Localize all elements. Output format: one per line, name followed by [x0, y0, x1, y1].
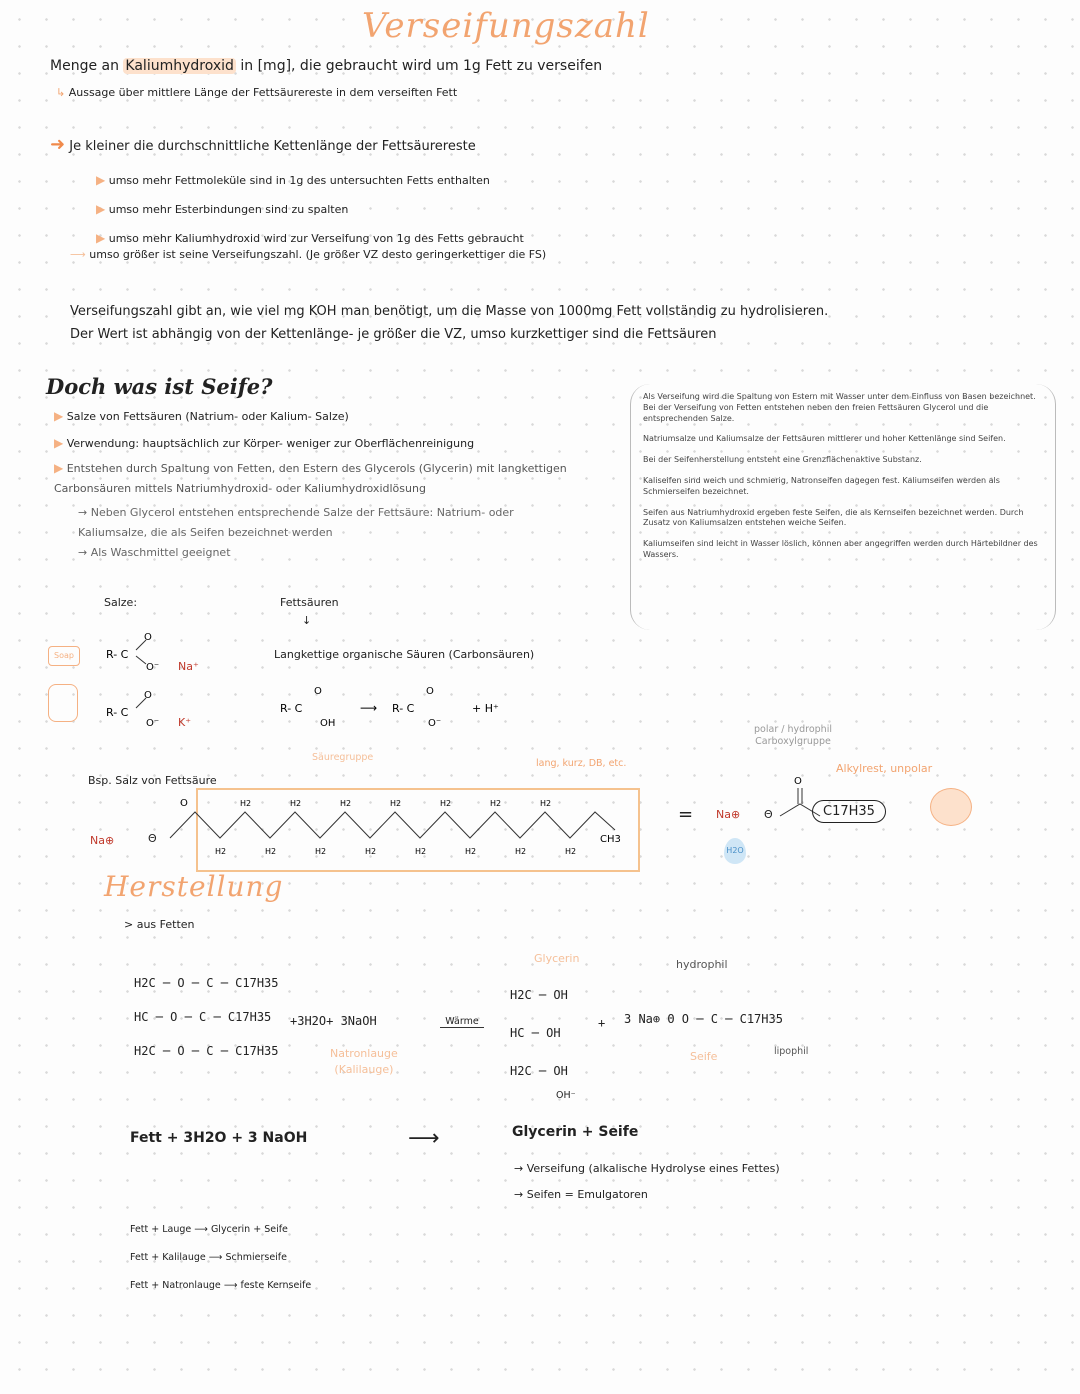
salt-bond: [136, 656, 146, 664]
fattyacid-structures: [276, 680, 536, 740]
herstellung-sub: > aus Fetten: [124, 918, 195, 931]
soap-type-left: Fett + Lauge: [130, 1224, 192, 1235]
soap-sub-2: → Als Waschmittel geeignet: [78, 546, 231, 559]
equation-arrow-icon: ⟶: [408, 1126, 440, 1151]
example-na-2: Na⊕: [716, 808, 741, 821]
salt-r-1: R- C: [106, 648, 129, 661]
chain-h2: H2: [340, 799, 352, 808]
rules-item: [96, 166, 524, 195]
herstellung-heading: Herstellung: [104, 870, 284, 903]
glycerin-row: H2C ─ OH: [510, 988, 568, 1002]
oh-note: OH⁻: [556, 1090, 576, 1101]
acid-r-2: R- C: [392, 702, 415, 715]
intro-line-2-text: Aussage über mittlere Länge der Fettsäurereste in dem verseiften Fett: [68, 86, 458, 99]
down-arrow-icon: ↓: [302, 614, 312, 627]
chain-h2: H2: [365, 847, 377, 856]
rules-item-text: umso mehr Esterbindungen sind zu spalten: [108, 203, 349, 216]
soap-bullet: [54, 406, 574, 427]
rules-item-text: umso mehr Kaliumhydroxid wird zur Verseifung von 1g des Fetts gebraucht: [108, 232, 524, 245]
seife-label: Seife: [690, 1050, 718, 1063]
soap-product: 3 Na⊕ Θ O ─ C ─ C17H35: [624, 1012, 783, 1026]
rules-lead: [50, 134, 476, 155]
glycerin-label: Glycerin: [534, 952, 580, 965]
chain-h2: H2: [515, 847, 527, 856]
equation-notes: [514, 1156, 780, 1208]
fatty-chain: [160, 790, 640, 870]
arrow-icon: →: [514, 1188, 524, 1201]
equation-right: Glycerin + Seife: [512, 1124, 639, 1140]
intro-pre: Menge an: [50, 58, 119, 74]
oil-drop-icon: [930, 788, 972, 826]
salt-o-double: O: [144, 690, 152, 701]
alkyl-label: Alkylrest, unpolar: [836, 762, 933, 775]
chain-h2: H2: [440, 799, 452, 808]
chain-ch3: CH3: [600, 834, 621, 845]
equation-note: [514, 1156, 780, 1182]
chain-h2: H2: [265, 847, 277, 856]
soap-type-left: Fett + Kalilauge: [130, 1252, 206, 1263]
salts-label: Salze:: [104, 596, 138, 609]
chain-h2: H2: [565, 847, 577, 856]
chain-h2: H2: [540, 799, 552, 808]
note-paragraph: Als Verseifung wird die Spaltung von Estern mit Wasser unter dem Einfluss von Basen bezeichnet. Bei der Verseifung von Fetten entstehen neben den freien Fettsäuren Glycerol und die entsprechenden Salze.: [643, 392, 1036, 423]
naoh-label: Natronlauge: [330, 1047, 398, 1060]
soap-type-right: feste Kernseife: [240, 1280, 312, 1291]
acid-o-minus: O⁻: [428, 718, 442, 729]
chain-h2: H2: [390, 799, 402, 808]
soap-type-right: Schmierseife: [225, 1252, 287, 1263]
chain-h2: H2: [415, 847, 427, 856]
soap-sub-2-text: Als Waschmittel geeignet: [90, 546, 231, 559]
soap-type-right: Glycerin + Seife: [210, 1224, 288, 1235]
acid-proton: + H⁺: [472, 702, 499, 715]
plus-sign: +: [598, 1016, 606, 1030]
equation-note-text: Seifen = Emulgatoren: [526, 1188, 648, 1201]
example-neg: Θ: [148, 832, 157, 845]
glycerin-row: HC ─ OH: [510, 1026, 561, 1040]
chain-zigzag: [170, 812, 615, 838]
carboxyl-o: O: [794, 776, 802, 787]
salt-r-2: R- C: [106, 706, 129, 719]
note-paragraph: Seifen aus Natriumhydroxid ergeben feste Seifen, die als Kernseifen bezeichnet werden. Durch Zusatz von Kaliumsalzen entstehen weiche Seifen.: [643, 507, 1024, 528]
return-arrow-icon: ↳: [56, 86, 66, 99]
glycerin-structure: [510, 976, 568, 1090]
soap-bullet: [54, 433, 574, 454]
chain-h2: H2: [215, 847, 227, 856]
note-paragraph: Bei der Seifenherstellung entsteht eine Grenzflächenaktive Substanz.: [643, 455, 922, 465]
soap-types: [130, 1216, 311, 1300]
example-annotation: lang, kurz, DB, etc.: [536, 758, 627, 769]
heat-arrow: Wärme: [440, 1016, 484, 1028]
fat-structure: [134, 966, 279, 1068]
right-arrow-icon: ➜: [50, 134, 66, 155]
example-na: Na⊕: [90, 834, 115, 847]
chain-carbonyl-o: O: [180, 798, 188, 809]
acid-o-double: O: [426, 686, 434, 697]
salt-o-double: O: [144, 632, 152, 643]
summary: [70, 300, 828, 346]
water-drop-icon: H2O: [724, 838, 746, 864]
soap-type-left: Fett + Natronlauge: [130, 1280, 221, 1291]
rules-lead-text: Je kleiner die durchschnittliche Kettenlänge der Fettsäurereste: [69, 139, 476, 154]
soap-dispenser-icon: [48, 684, 78, 722]
triangle-bullet-icon: ▶: [96, 202, 106, 216]
salt-o-minus: O⁻: [146, 718, 160, 729]
reagents: +3H2O+ 3NaOH: [290, 1014, 377, 1028]
note-paragraph: Kaliseifen sind weich und schmierig, Natronseifen dagegen fest. Kaliumseifen werden als Schmierseifen bezeichnet.: [643, 475, 1000, 496]
example-neg-2: Θ: [764, 808, 773, 821]
arrow-icon: ⟶: [208, 1252, 223, 1263]
soap-bullet-text: Verwendung: hauptsächlich zur Körper- weniger zur Oberflächenreinigung: [66, 437, 475, 450]
soap-type-row: [130, 1216, 311, 1244]
triangle-bullet-icon: ▶: [54, 436, 64, 450]
intro-line-2: [56, 86, 457, 99]
fattyacids-desc: Langkettige organische Säuren (Carbonsäuren): [274, 648, 535, 661]
soap-bullet: [54, 458, 574, 499]
acid-oh: OH: [320, 718, 336, 729]
fat-row: H2C ─ O ─ C ─ C17H35: [134, 1044, 279, 1058]
rules-item-text: umso mehr Fettmoleküle sind in 1g des untersuchten Fetts enthalten: [108, 174, 490, 187]
carboxyl-label: [748, 724, 838, 748]
chain-h2: H2: [290, 799, 302, 808]
chain-h2: H2: [490, 799, 502, 808]
soap-sub-1: → Neben Glycerol entstehen entsprechende Salze der Fettsäure: Natrium- oder Kaliumsalze, die als Seifen bezeichnet werden: [78, 506, 514, 539]
soap-type-row: [130, 1244, 311, 1272]
triangle-bullet-icon: ▶: [96, 231, 106, 245]
triangle-bullet-icon: ▶: [54, 461, 64, 475]
glycerin-row: H2C ─ OH: [510, 1064, 568, 1078]
fat-row: H2C ─ O ─ C ─ C17H35: [134, 976, 279, 990]
note-paragraph: Kaliumseifen sind leicht in Wasser löslich, können aber angegriffen werden durch Härtebildner des Wassers.: [643, 539, 1038, 559]
acid-group-label: Säuregruppe: [312, 752, 374, 763]
koh-label: (Kalilauge): [334, 1063, 394, 1076]
acid-arrow: ⟶: [360, 701, 378, 715]
soap-bullet-text: Salze von Fettsäuren (Natrium- oder Kalium- Salze): [66, 410, 349, 423]
chain-h2: H2: [465, 847, 477, 856]
note-paragraph: Natriumsalze und Kaliumsalze der Fettsäuren mittlerer und hoher Kettenlänge sind Seifen.: [643, 434, 1006, 444]
summary-line-2: Der Wert ist abhängig von der Kettenlänge- je größer die VZ, umso kurzkettiger sind die Fettsäuren: [70, 327, 717, 342]
fattyacids-label: Fettsäuren: [280, 596, 339, 609]
salt-cation-k: K⁺: [178, 716, 192, 729]
rules-result-text: umso größer ist seine Verseifungszahl. (Je größer VZ desto geringerkettiger die FS): [89, 248, 547, 261]
arrow-icon: →: [514, 1162, 524, 1175]
acid-o-double: O: [314, 686, 322, 697]
carboxyl-sub: polar / hydrophil: [754, 724, 832, 735]
salt-cation-na: Na⁺: [178, 660, 199, 673]
equation-left: Fett + 3H2O + 3 NaOH: [130, 1130, 308, 1146]
soap-heading: Doch was ist Seife?: [46, 374, 273, 399]
fat-row: HC ─ O ─ C ─ C17H35: [134, 1010, 272, 1024]
intro-highlight: Kaliumhydroxid: [125, 58, 234, 74]
soap-bar-icon: Soap: [48, 646, 80, 666]
triangle-bullet-icon: ▶: [96, 173, 106, 187]
arrow-icon: ⟶: [223, 1280, 238, 1291]
salt-o-minus: O⁻: [146, 662, 160, 673]
soap-type-row: [130, 1272, 311, 1300]
long-arrow-icon: ⟶: [70, 248, 86, 261]
lipophil-label: lipophil: [774, 1046, 809, 1057]
triangle-bullet-icon: ▶: [54, 409, 64, 423]
rules-item: [96, 195, 524, 224]
intro-post: in [mg], die gebraucht wird um 1g Fett zu verseifen: [240, 58, 603, 74]
rules-result: [70, 248, 546, 261]
equals-sign: =: [678, 804, 694, 825]
page-title: Verseifungszahl: [362, 6, 650, 46]
arrow-icon: ⟶: [194, 1224, 208, 1235]
intro-line-1: [50, 58, 602, 74]
hydrophil-label: hydrophil: [676, 958, 728, 971]
carboxyl-name: Carboxylgruppe: [755, 736, 831, 747]
equation-note-text: Verseifung (alkalische Hydrolyse eines Fettes): [526, 1162, 780, 1175]
salt-structures: [100, 626, 220, 736]
soap-bullets: [54, 406, 574, 563]
alkyl-rest: C17H35: [812, 800, 886, 823]
acid-r: R- C: [280, 702, 303, 715]
summary-line-1: Verseifungszahl gibt an, wie viel mg KOH man benötigt, um die Masse von 1000mg Fett vollständig zu hydrolisieren.: [70, 304, 829, 319]
equation-note: [514, 1182, 780, 1208]
chain-h2: H2: [240, 799, 252, 808]
example-label: Bsp. Salz von Fettsäure: [88, 774, 217, 787]
chain-h2: H2: [315, 847, 327, 856]
rules-list: [96, 166, 524, 253]
soap-bullet-text: Entstehen durch Spaltung von Fetten, den Estern des Glycerols (Glycerin) mit langkettigen Carbonsäuren mittels Natriumhydroxid- oder Kaliumhydroxidlösung: [54, 462, 567, 495]
soap-sub-1-text: Neben Glycerol entstehen entsprechende Salze der Fettsäure: Natrium- oder Kaliumsalze, die als Seifen bezeichnet werden: [78, 506, 514, 539]
lye-labels: [330, 1046, 398, 1078]
notes-box: [630, 384, 1056, 630]
